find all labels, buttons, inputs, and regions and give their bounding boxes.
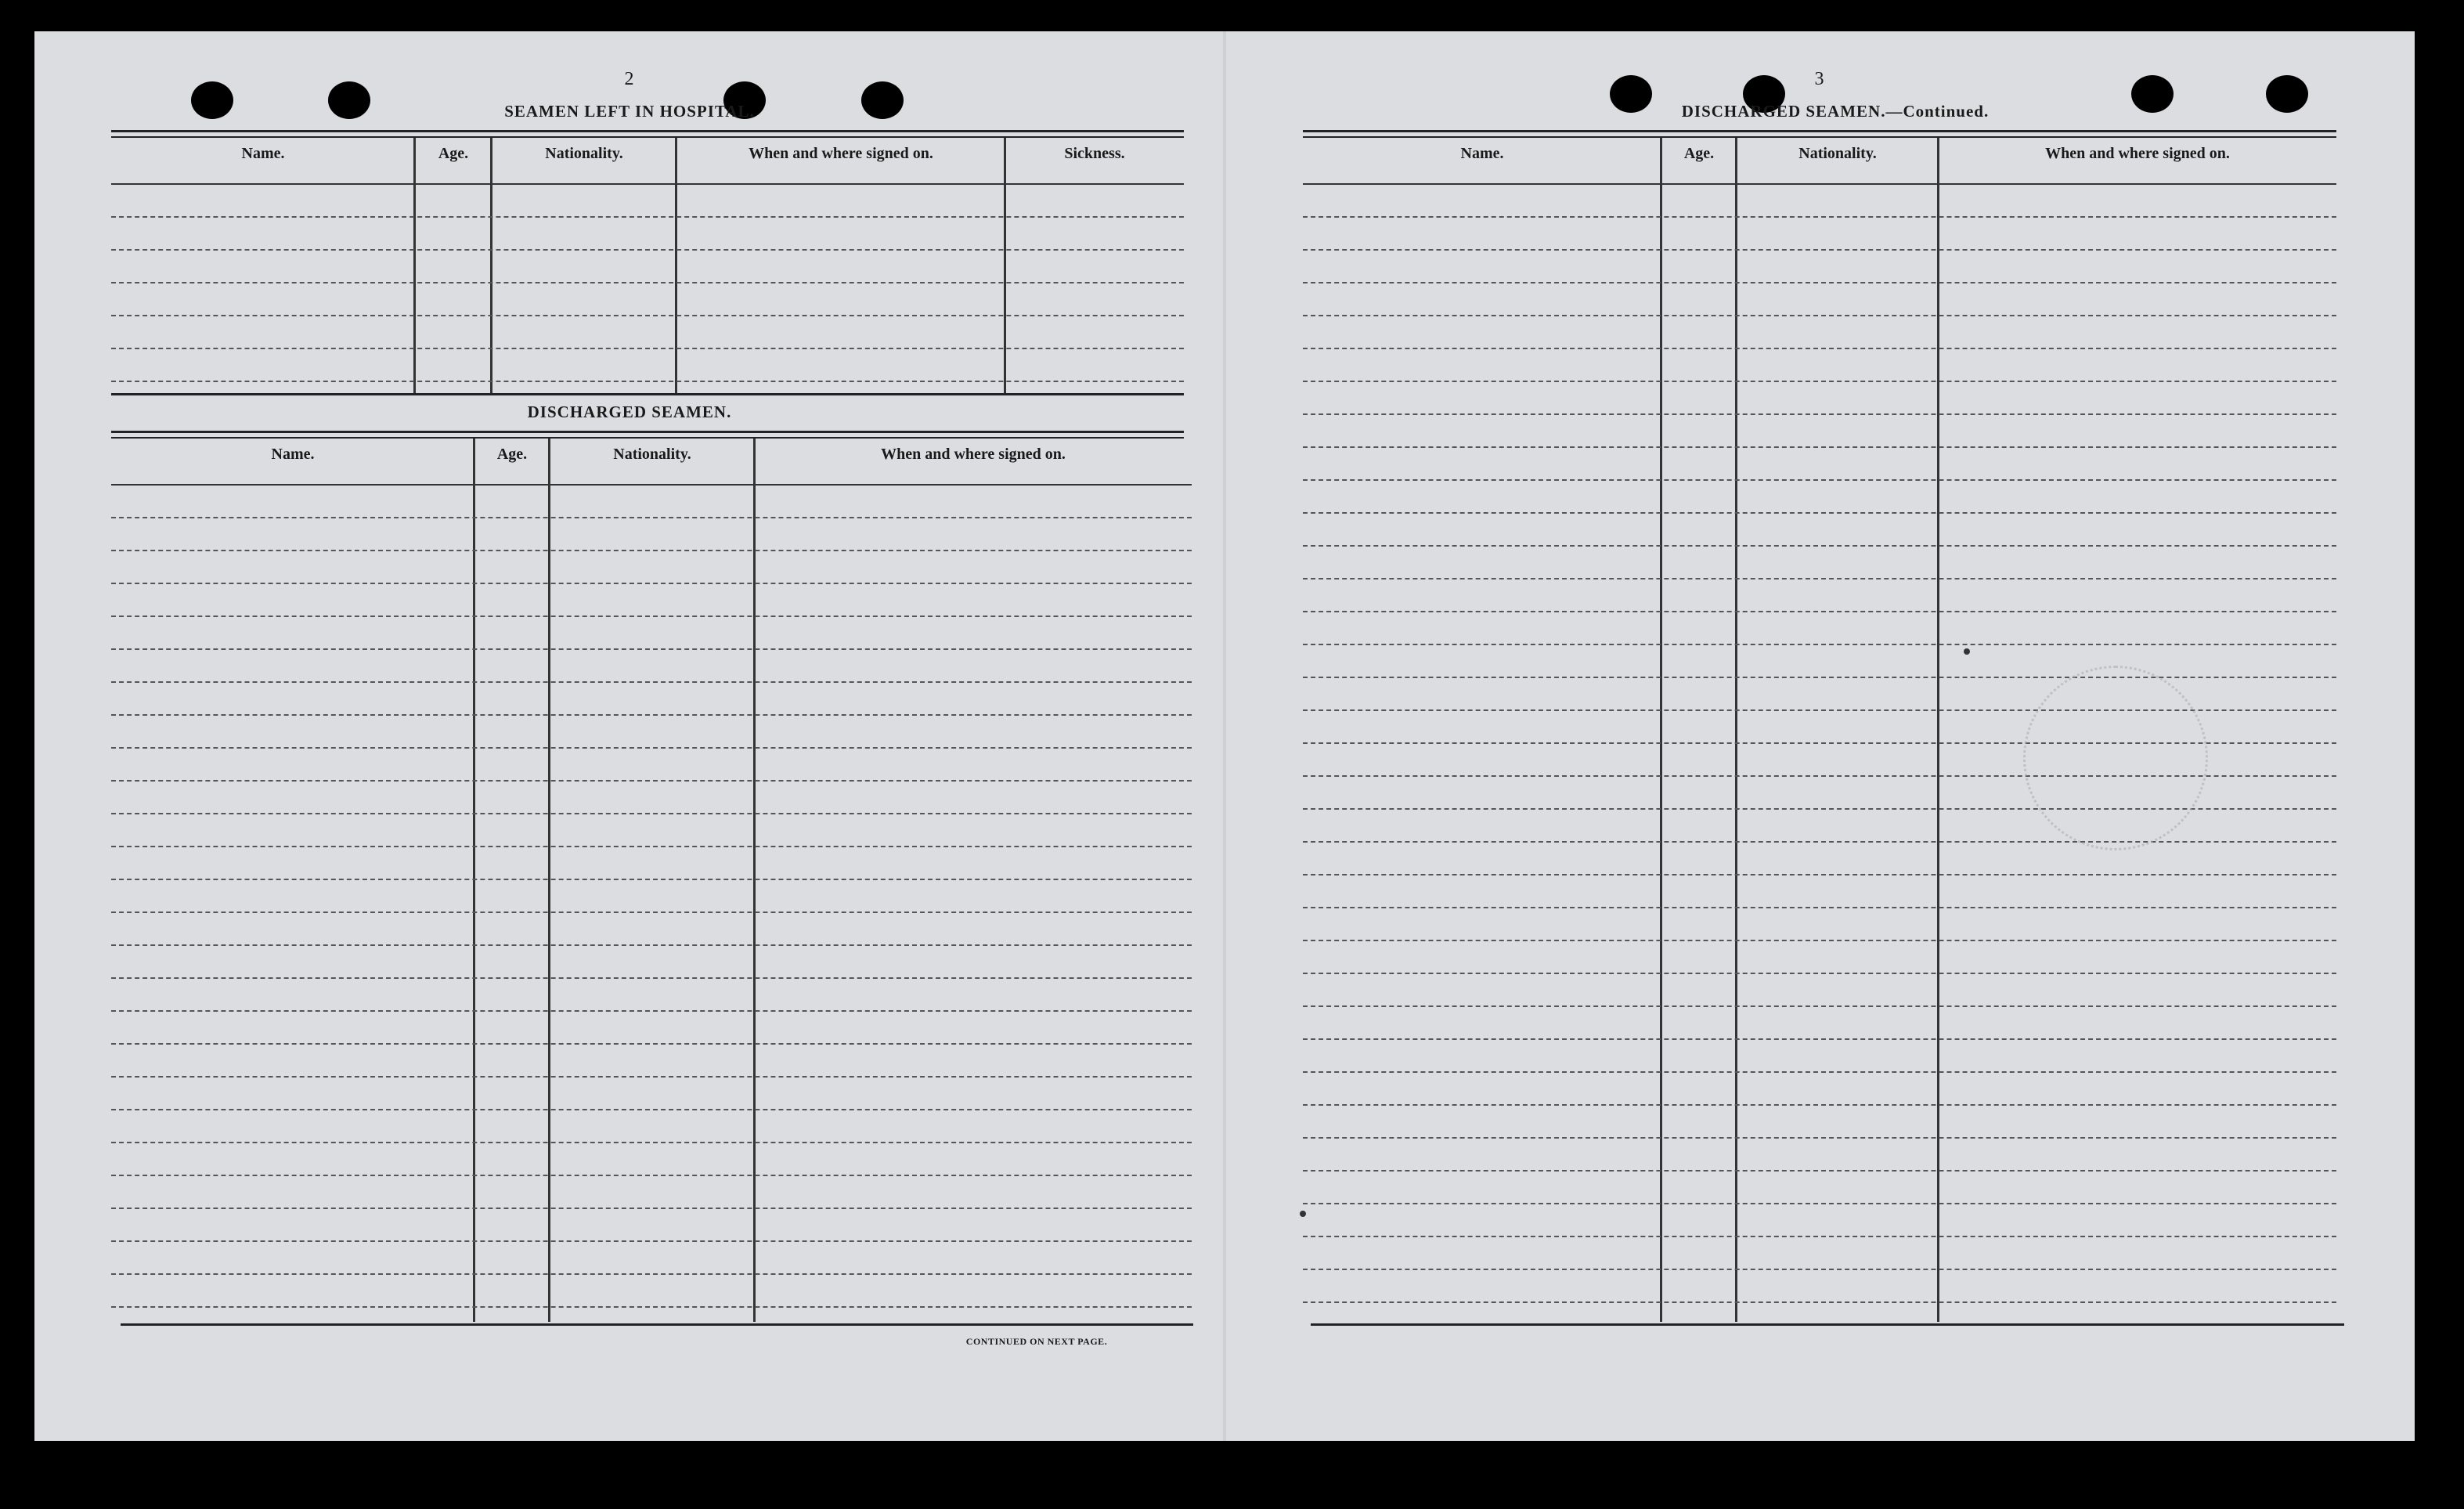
table-row: [1303, 974, 2336, 1007]
column-header-name: Name.: [241, 145, 285, 162]
page-number: 2: [624, 69, 635, 89]
discharged-section-title: DISCHARGED SEAMEN.: [527, 403, 732, 421]
table-row: [111, 316, 1184, 349]
table-row: [111, 349, 1184, 382]
table-row: [111, 518, 1192, 551]
table-row: [111, 486, 1192, 518]
column-header-signed-on: When and where signed on.: [749, 145, 933, 162]
table-row: [1303, 1007, 2336, 1040]
table-row: [111, 1209, 1192, 1242]
top-rule: [1303, 130, 2336, 132]
section-rule: [111, 431, 1184, 433]
table-row: [1303, 645, 2336, 678]
table-row: [1303, 843, 2336, 875]
discharged-continued-title: DISCHARGED SEAMEN.—Continued.: [1681, 102, 1990, 121]
table-row: [1303, 218, 2336, 251]
table-row: [111, 185, 1184, 218]
table-row: [111, 617, 1192, 650]
table-row: [1303, 382, 2336, 415]
punch-hole: [2266, 75, 2308, 113]
table-row: [111, 1110, 1192, 1143]
table-row: [1303, 941, 2336, 974]
table-row: [111, 683, 1192, 716]
column-header-nationality: Nationality.: [545, 145, 623, 162]
table-row: [1303, 579, 2336, 612]
hospital-table: [111, 138, 1184, 393]
right-page: [1225, 31, 2415, 1441]
ink-speck: [1300, 1211, 1306, 1217]
table-row: [111, 251, 1184, 283]
table-row: [1303, 547, 2336, 579]
section-rule: [111, 393, 1184, 395]
document-sheet: [34, 31, 2415, 1441]
table-row: [1303, 1270, 2336, 1303]
table-row: [111, 584, 1192, 617]
table-row: [1303, 481, 2336, 514]
table-row: [111, 880, 1192, 913]
column-header-name: Name.: [1460, 145, 1504, 162]
table-row: [111, 716, 1192, 749]
column-header-nationality: Nationality.: [1798, 145, 1877, 162]
table-row: [1303, 251, 2336, 283]
column-header-sickness: Sickness.: [1064, 145, 1125, 162]
table-row: [1303, 283, 2336, 316]
table-row: [111, 847, 1192, 880]
table-row: [1303, 349, 2336, 382]
table-row: [111, 749, 1192, 782]
column-header-age: Age.: [1683, 145, 1715, 162]
table-row: [111, 1275, 1192, 1308]
bottom-rule: [1311, 1323, 2344, 1326]
table-row: [1303, 1237, 2336, 1270]
column-header-signed-on: When and where signed on.: [881, 446, 1066, 463]
column-header-signed-on: When and where signed on.: [2045, 145, 2230, 162]
table-row: [1303, 1171, 2336, 1204]
table-row: [111, 946, 1192, 979]
table-row: [111, 650, 1192, 683]
table-row: [111, 814, 1192, 847]
bottom-rule: [121, 1323, 1193, 1326]
table-row: [1303, 1040, 2336, 1073]
punch-hole: [2131, 75, 2174, 113]
table-row: [111, 782, 1192, 814]
table-row: [1303, 415, 2336, 448]
ink-speck: [1964, 648, 1970, 655]
table-row: [1303, 1073, 2336, 1106]
faded-stamp: [2023, 666, 2208, 850]
table-row: [111, 1045, 1192, 1078]
table-row: [111, 1078, 1192, 1110]
table-row: [1303, 514, 2336, 547]
column-header-age: Age.: [438, 145, 469, 162]
table-row: [111, 551, 1192, 584]
table-row: [1303, 316, 2336, 349]
table-row: [111, 1143, 1192, 1176]
table-row: [1303, 612, 2336, 645]
table-row: [111, 283, 1184, 316]
table-row: [1303, 1139, 2336, 1171]
table-row: [111, 1176, 1192, 1209]
table-row: [1303, 185, 2336, 218]
discharged-table: [111, 439, 1192, 1322]
table-row: [1303, 1106, 2336, 1139]
continued-note: CONTINUED ON NEXT PAGE.: [965, 1336, 1108, 1347]
column-header-nationality: Nationality.: [613, 446, 691, 463]
table-row: [1303, 1204, 2336, 1237]
page-number: 3: [1814, 69, 1825, 89]
table-row: [111, 1012, 1192, 1045]
top-rule: [111, 130, 1184, 132]
table-row: [1303, 448, 2336, 481]
table-row: [1303, 875, 2336, 908]
hospital-section-title: SEAMEN LEFT IN HOSPITAL.: [504, 102, 755, 121]
left-page: [34, 31, 1225, 1441]
table-row: [111, 1242, 1192, 1275]
table-row: [111, 218, 1184, 251]
column-header-age: Age.: [496, 446, 528, 463]
table-row: [111, 979, 1192, 1012]
column-header-name: Name.: [271, 446, 315, 463]
table-row: [111, 913, 1192, 946]
table-row: [1303, 908, 2336, 941]
punch-hole: [191, 81, 233, 119]
